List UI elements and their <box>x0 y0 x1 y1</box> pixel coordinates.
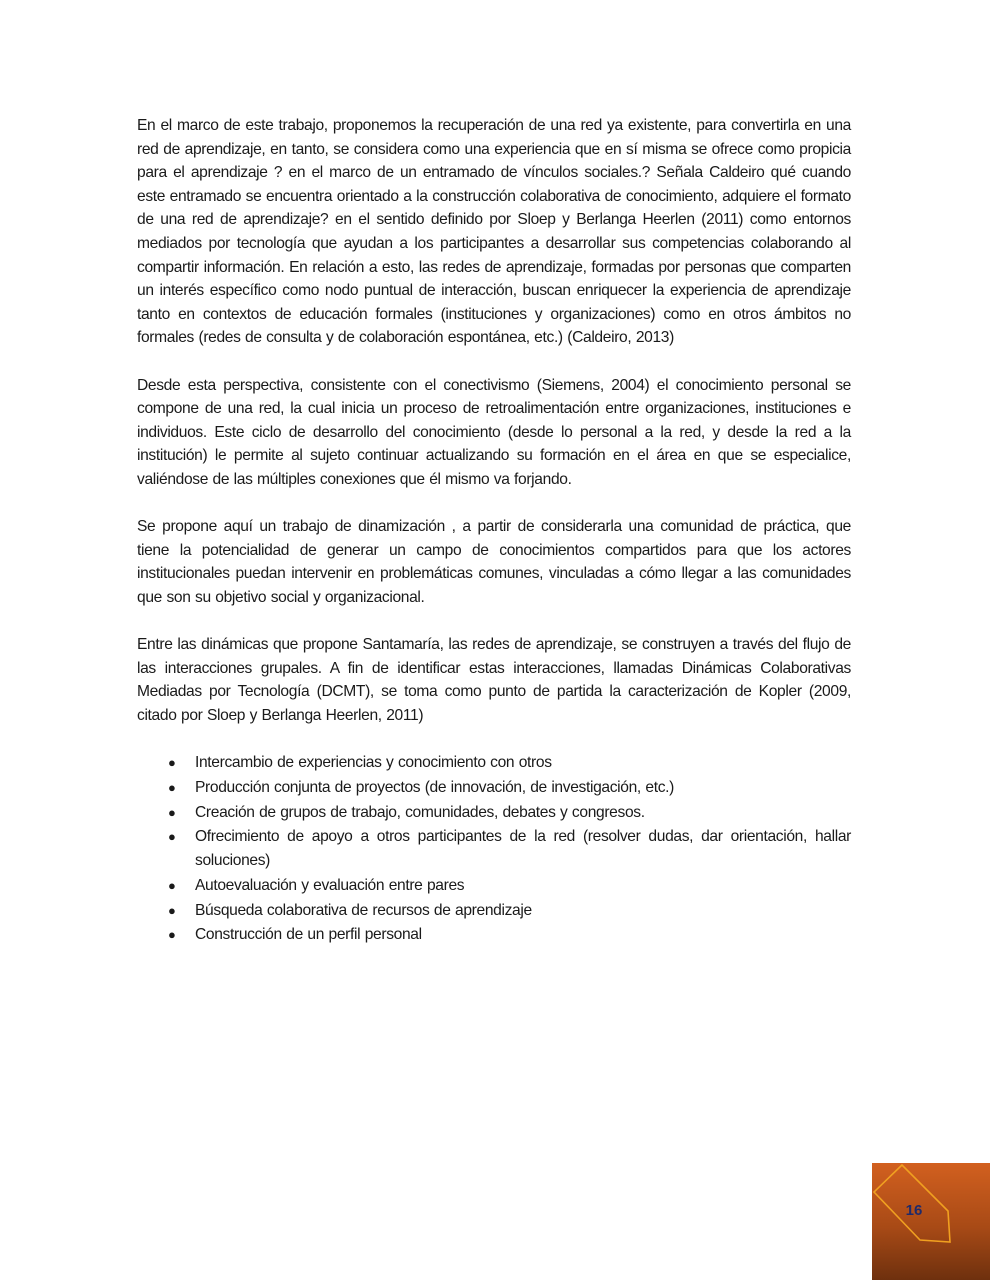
bullet-icon: ● <box>168 927 176 943</box>
list-item: ● Producción conjunta de proyectos (de innovación, de investigación, etc.) <box>137 776 851 800</box>
paragraph-dynamization: Se propone aquí un trabajo de dinamización , a partir de considerarla una comunidad de práctica, que tiene la potencialidad de generar un campo de conocimientos compartidos para que los actores institucionales puedan intervenir en problemáticas comunes, vinculadas a cómo llegar a las comunidades que son su objetivo social y organizacional. <box>137 518 851 606</box>
page-number-box <box>872 1163 990 1280</box>
bullet-icon: ● <box>168 804 176 820</box>
body-text <box>137 114 851 948</box>
paragraph-learning-networks: En el marco de este trabajo, proponemos la recuperación de una red ya existente, para convertirla en una red de aprendizaje, en tanto, se considera como una experiencia que en sí misma se ofrece como propicia para el aprendizaje ? en el marco de un entramado de vínculos sociales.? Señala Caldeiro qué cuando este entramado se encuentra orientado a la construcción colaborativa de conocimiento, adquiere el formato de una red de aprendizaje? en el sentido definido por Sloep y Berlanga Heerlen (2011) como entornos mediados por tecnología que ayudan a los participantes a desarrollar sus competencias colaborando al compartir información. En relación a esto, las redes de aprendizaje, formadas por personas que comparten un interés específico como nodo puntual de interacción, buscan enriquecer la experiencia de aprendizaje tanto en contextos de educación formales (instituciones y organizaciones) como en otros ámbitos no formales (redes de consulta y de colaboración espontánea, etc.) (Caldeiro, 2013) <box>137 117 851 347</box>
paragraph-dcmt: Entre las dinámicas que propone Santamaría, las redes de aprendizaje, se construyen a través del flujo de las interacciones grupales. A fin de identificar estas interacciones, llamadas Dinámicas Colaborativas Mediadas por Tecnología (DCMT), se toma como punto de partida la caracterización de Kopler (2009, citado por Sloep y Berlanga Heerlen, 2011) <box>137 636 851 724</box>
list-item: ● Intercambio de experiencias y conocimiento con otros <box>137 751 851 775</box>
bullet-icon: ● <box>168 755 176 771</box>
list-item: ● Construcción de un perfil personal <box>137 923 851 947</box>
bullet-icon: ● <box>168 779 176 795</box>
paragraph-connectivism: Desde esta perspectiva, consistente con el conectivismo (Siemens, 2004) el conocimiento personal se compone de una red, la cual inicia un proceso de retroalimentación entre organizaciones, instituciones e individuos. Este ciclo de desarrollo del conocimiento (desde lo personal a la red, y desde la red a la institución) le permite al sujeto continuar actualizando su formación en el área en que se especialice, valiéndose de las múltiples conexiones que él mismo va forjando. <box>137 376 851 488</box>
dcmt-list <box>137 751 851 947</box>
pentagon-outline-icon <box>872 1163 990 1280</box>
list-item: ● Ofrecimiento de apoyo a otros participantes de la red (resolver dudas, dar orientación, hallar soluciones) <box>137 825 851 872</box>
list-item: ● Autoevaluación y evaluación entre pares <box>137 874 851 898</box>
list-item: ● Creación de grupos de trabajo, comunidades, debates y congresos. <box>137 801 851 825</box>
page-number: 16 <box>905 1202 923 1219</box>
bullet-icon: ● <box>168 877 176 893</box>
list-item: ● Búsqueda colaborativa de recursos de aprendizaje <box>137 899 851 923</box>
bullet-icon: ● <box>168 829 176 845</box>
bullet-icon: ● <box>168 902 176 918</box>
